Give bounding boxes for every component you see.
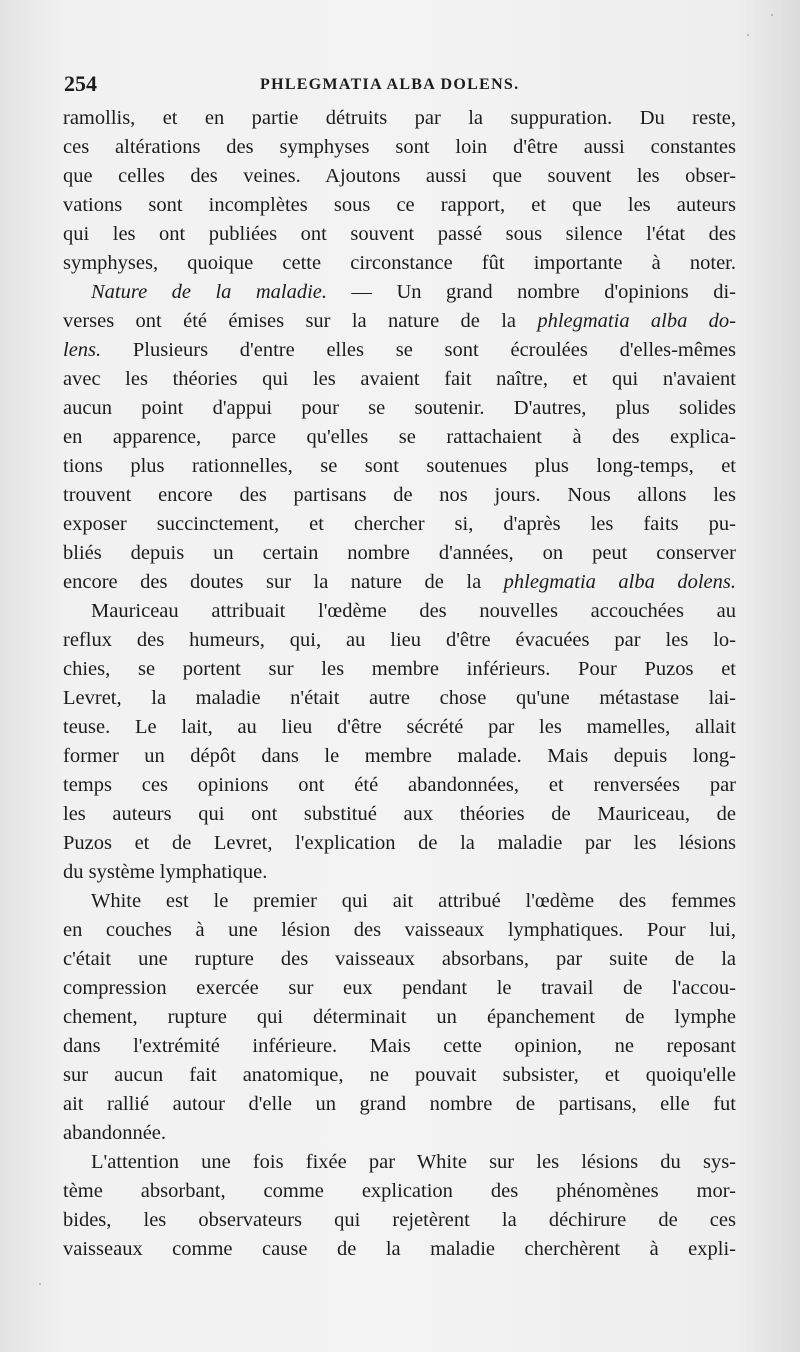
page-number: 254 xyxy=(64,71,97,96)
text-line: ait rallié autour d'elle un grand nombre de partisans, elle fut xyxy=(63,1093,736,1115)
text-line: chement, rupture qui déterminait un épanchement de lymphe xyxy=(63,1006,736,1028)
text-line: ces altérations des symphyses sont loin d'être aussi constantes xyxy=(63,136,736,158)
text-line: en couches à une lésion des vaisseaux lymphatiques. Pour lui, xyxy=(63,919,736,941)
text-line xyxy=(63,568,736,597)
text-line: vations sont incomplètes sous ce rapport, et que les auteurs xyxy=(63,194,736,216)
section-intro-text: — Un grand nombre d'opinions di- xyxy=(327,281,737,303)
paper-speck xyxy=(747,34,749,36)
text-segment: encore des doutes sur la nature de la xyxy=(63,571,504,593)
text-line: sur aucun fait anatomique, ne pouvait subsister, et quoiqu'elle xyxy=(63,1064,736,1086)
paper-speck xyxy=(771,14,773,16)
text-line: former un dépôt dans le membre malade. Mais depuis long- xyxy=(63,745,736,767)
body-text xyxy=(63,104,736,1264)
text-segment: verses ont été émises sur la nature de la xyxy=(63,310,538,332)
text-line: en apparence, parce qu'elles se rattachaient à des explica- xyxy=(63,426,736,448)
text-line: White est le premier qui ait attribué l'œdème des femmes xyxy=(91,890,736,912)
section-title: Nature de la maladie. xyxy=(91,281,328,303)
text-line: Levret, la maladie n'était autre chose qu'une métastase lai- xyxy=(63,687,736,709)
text-line: compression exercée sur eux pendant le travail de l'accou- xyxy=(63,977,736,999)
text-segment: Plusieurs d'entre elles se sont écroulées d'elles-mêmes xyxy=(101,339,736,361)
text-line: dans l'extrémité inférieure. Mais cette opinion, ne reposant xyxy=(63,1035,736,1057)
text-line: teuse. Le lait, au lieu d'être sécrété par les mamelles, allait xyxy=(63,716,736,738)
text-line: symphyses, quoique cette circonstance fût importante à noter. xyxy=(63,252,736,274)
text-line: tème absorbant, comme explication des phénomènes mor- xyxy=(63,1180,736,1202)
text-line: ramollis, et en partie détruits par la suppuration. Du reste, xyxy=(63,107,736,129)
paper-speck xyxy=(39,1283,41,1285)
text-line: bliés depuis un certain nombre d'années, on peut conserver xyxy=(63,542,736,564)
text-line: trouvent encore des partisans de nos jours. Nous allons les xyxy=(63,484,736,506)
text-line: vaisseaux comme cause de la maladie cherchèrent à expli- xyxy=(63,1238,736,1260)
text-line: tions plus rationnelles, se sont soutenues plus long-temps, et xyxy=(63,455,736,477)
text-line xyxy=(63,336,736,365)
text-line xyxy=(63,307,736,336)
text-line: du système lymphatique. xyxy=(63,861,268,883)
text-line: Puzos et de Levret, l'explication de la maladie par les lésions xyxy=(63,832,736,854)
text-line: temps ces opinions ont été abandonnées, et renversées par xyxy=(63,774,736,796)
italic-term: lens. xyxy=(63,339,102,361)
text-line: exposer succinctement, et chercher si, d'après les faits pu- xyxy=(63,513,736,535)
text-line: les auteurs qui ont substitué aux théories de Mauriceau, de xyxy=(63,803,736,825)
text-line-section-heading xyxy=(63,278,736,307)
text-line: bides, les observateurs qui rejetèrent la déchirure de ces xyxy=(63,1209,736,1231)
page-header xyxy=(64,70,734,100)
text-line: que celles des veines. Ajoutons aussi que souvent les obser- xyxy=(63,165,736,187)
text-line: qui les ont publiées ont souvent passé sous silence l'état des xyxy=(63,223,736,245)
text-line: aucun point d'appui pour se soutenir. D'autres, plus solides xyxy=(63,397,736,419)
text-line: reflux des humeurs, qui, au lieu d'être évacuées par les lo- xyxy=(63,629,736,651)
text-line: L'attention une fois fixée par White sur les lésions du sys- xyxy=(91,1151,736,1173)
italic-term: phlegmatia alba do- xyxy=(537,310,737,332)
text-line: Mauriceau attribuait l'œdème des nouvelles accouchées au xyxy=(91,600,736,622)
text-line: c'était une rupture des vaisseaux absorbans, par suite de la xyxy=(63,948,736,970)
italic-term: phlegmatia alba dolens. xyxy=(503,571,736,593)
text-line: avec les théories qui les avaient fait naître, et qui n'avaient xyxy=(63,368,736,390)
text-line: abandonnée. xyxy=(63,1122,167,1144)
running-head: PHLEGMATIA ALBA DOLENS. xyxy=(260,76,520,93)
text-line: chies, se portent sur les membre inférieurs. Pour Puzos et xyxy=(63,658,736,680)
